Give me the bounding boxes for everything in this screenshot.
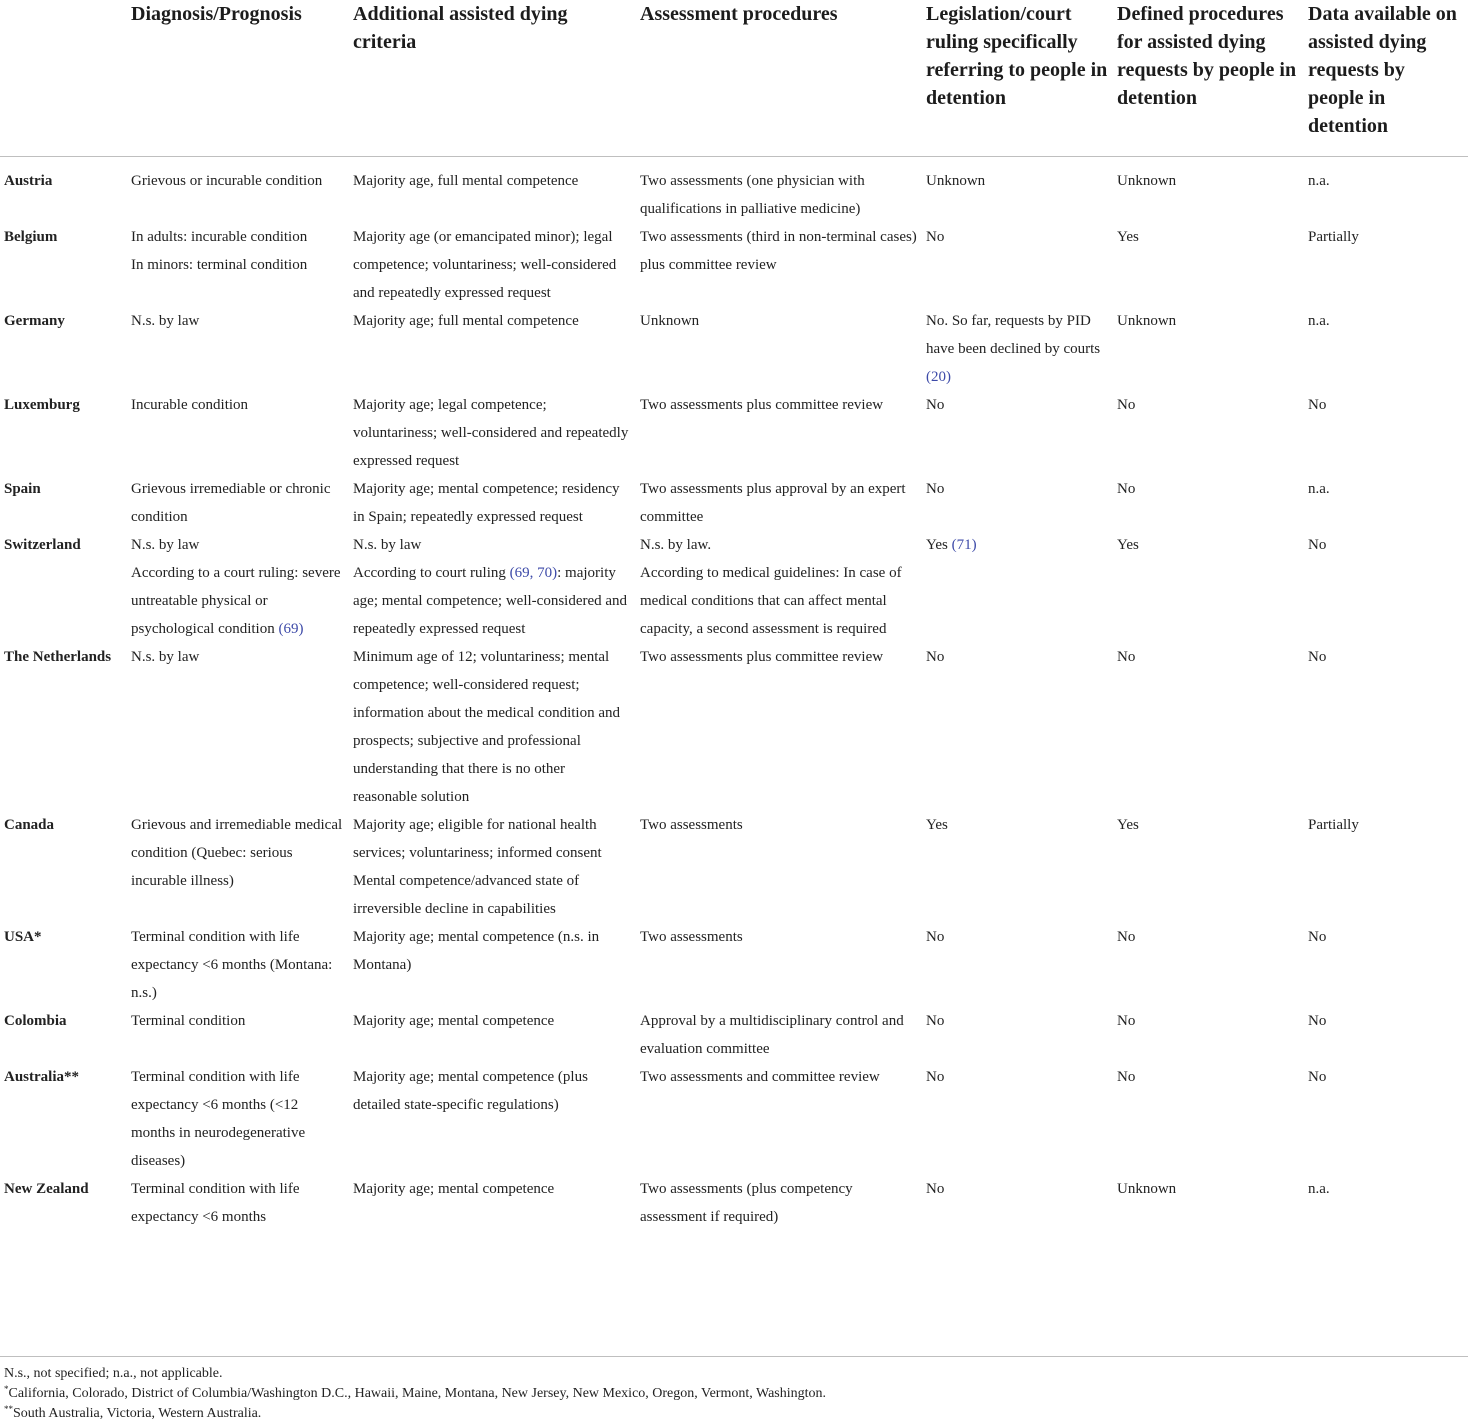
table-row [0, 475, 1468, 531]
legislation-cell [922, 1063, 1113, 1175]
diagnosis-cell-line: Terminal condition with life expectancy <6 months [131, 1181, 300, 1225]
table-row [0, 223, 1468, 307]
legislation-cell [922, 1175, 1113, 1239]
reference-link: (71) [951, 537, 977, 553]
procedures-cell: No [1117, 1013, 1136, 1029]
diagnosis-cell-line: Grievous and irremediable medical condition (Quebec: serious incurable illness) [131, 817, 343, 889]
criteria-cell-line: Minimum age of 12; voluntariness; mental competence; well-considered request; information about the medical condition and prospects; subjective and professional understanding that there is no other reasonable solution [353, 649, 621, 805]
legislation-cell [922, 1007, 1113, 1063]
criteria-line: N.s. by law [353, 537, 422, 553]
legislation-text: No [926, 929, 945, 945]
diagnosis-cell [127, 223, 349, 307]
table-row [0, 811, 1468, 923]
legislation-text: Unknown [926, 173, 986, 189]
country-cell: Canada [4, 817, 55, 833]
diagnosis-cell-line: Terminal condition with life expectancy <6 months (Montana: n.s.) [131, 929, 333, 1001]
assessment-cell [636, 475, 922, 531]
diagnosis-cell-line: In adults: incurable condition [131, 229, 308, 245]
data-available-cell: No [1308, 929, 1327, 945]
legislation-cell [922, 811, 1113, 923]
table-row [0, 531, 1468, 643]
footnote-abbreviations: N.s., not specified; n.a., not applicable. [4, 1366, 223, 1381]
assessment-cell [636, 157, 922, 224]
legislation-text: No [926, 229, 945, 245]
legislation-cell [922, 223, 1113, 307]
footer-divider [0, 1356, 1468, 1357]
data-available-cell: n.a. [1308, 173, 1330, 189]
legislation-text: Yes [926, 817, 948, 833]
criteria-cell [349, 475, 636, 531]
legislation-cell [922, 157, 1113, 224]
assessment-cell [636, 811, 922, 923]
data-available-cell: No [1308, 397, 1327, 413]
criteria-text: : majority age; mental competence; well-considered and repeatedly expressed request [353, 565, 628, 637]
table-row [0, 923, 1468, 1007]
footnote-marker: * [4, 1384, 9, 1394]
procedures-cell: Unknown [1117, 313, 1177, 329]
header-procedures: Defined procedures for assisted dying requests by people in detention [1117, 3, 1297, 109]
criteria-cell-line: Majority age; full mental competence [353, 313, 579, 329]
procedures-cell: No [1117, 649, 1136, 665]
assessment-cell-line: Unknown [640, 313, 700, 329]
criteria-cell-line: Majority age, full mental competence [353, 173, 579, 189]
criteria-cell-line: Majority age; eligible for national health services; voluntariness; informed consent [353, 817, 602, 861]
procedures-cell: Yes [1117, 537, 1139, 553]
assessment-cell-line: Two assessments plus committee review [640, 649, 884, 665]
data-available-cell: No [1308, 537, 1327, 553]
assessment-cell [636, 531, 922, 643]
legislation-text: No [926, 649, 945, 665]
footnote-marker: ** [4, 1404, 13, 1414]
criteria-cell-line: Mental competence/advanced state of irreversible decline in capabilities [353, 873, 580, 917]
diagnosis-cell-line: N.s. by law [131, 649, 200, 665]
criteria-cell [349, 531, 636, 643]
diagnosis-cell-line: N.s. by law [131, 313, 200, 329]
reference-link: (20) [926, 369, 951, 385]
legislation-text: No [926, 1069, 945, 1085]
diagnosis-cell-line: Terminal condition with life expectancy <6 months (<12 months in neurodegenerative diseases) [131, 1069, 306, 1169]
country-cell: New Zealand [4, 1181, 89, 1197]
table-row [0, 1007, 1468, 1063]
table-row [0, 1063, 1468, 1175]
diagnosis-line [131, 559, 345, 643]
procedures-cell: Unknown [1117, 173, 1177, 189]
legislation-text: No [926, 481, 945, 497]
footnote-australia [4, 1404, 826, 1424]
assessment-cell [636, 307, 922, 391]
footnote-text: South Australia, Victoria, Western Australia. [13, 1406, 262, 1421]
diagnosis-cell [127, 923, 349, 1007]
criteria-cell-line: Majority age; mental competence; residency in Spain; repeatedly expressed request [353, 481, 620, 525]
assessment-cell-line: Approval by a multidisciplinary control and evaluation committee [640, 1013, 904, 1057]
diagnosis-cell-line: Terminal condition [131, 1013, 246, 1029]
diagnosis-cell [127, 811, 349, 923]
assessment-cell [636, 223, 922, 307]
assessment-cell [636, 1007, 922, 1063]
criteria-cell [349, 811, 636, 923]
legislation-text: No. So far, requests by PID have been declined by courts [926, 313, 1101, 357]
criteria-cell [349, 157, 636, 224]
legislation-cell [922, 307, 1113, 391]
table-row [0, 157, 1468, 224]
criteria-cell [349, 307, 636, 391]
criteria-cell [349, 1175, 636, 1239]
data-available-cell: Partially [1308, 817, 1359, 833]
legislation-cell [922, 531, 1113, 643]
header-assessment: Assessment procedures [640, 3, 838, 25]
legislation-text: Yes [926, 537, 948, 553]
diagnosis-cell-line: Incurable condition [131, 397, 249, 413]
criteria-cell-line: Majority age; mental competence (n.s. in Montana) [353, 929, 600, 973]
data-available-cell: No [1308, 1013, 1327, 1029]
diagnosis-cell [127, 1007, 349, 1063]
diagnosis-cell-line: Grievous irremediable or chronic condition [131, 481, 331, 525]
table-row [0, 391, 1468, 475]
assessment-cell-line: Two assessments [640, 817, 743, 833]
legislation-cell [922, 923, 1113, 1007]
header-row [0, 0, 1468, 157]
data-available-cell: No [1308, 649, 1327, 665]
legislation-cell [922, 391, 1113, 475]
criteria-cell [349, 391, 636, 475]
table-row [0, 643, 1468, 811]
table-row [0, 1175, 1468, 1239]
criteria-cell-line: Majority age; mental competence [353, 1181, 555, 1197]
header-data-available: Data available on assisted dying requests by people in detention [1308, 3, 1457, 137]
diagnosis-cell [127, 307, 349, 391]
assessment-cell [636, 1063, 922, 1175]
header-diagnosis: Diagnosis/Prognosis [131, 3, 302, 25]
criteria-cell-line: Majority age (or emancipated minor); legal competence; voluntariness; well-considered and repeatedly expressed request [353, 229, 617, 301]
reference-link: (69) [278, 621, 304, 637]
criteria-cell [349, 223, 636, 307]
diagnosis-cell [127, 1175, 349, 1239]
diagnosis-line: N.s. by law [131, 537, 200, 553]
procedures-cell: No [1117, 1069, 1136, 1085]
data-available-cell: Partially [1308, 229, 1359, 245]
diagnosis-cell [127, 391, 349, 475]
assessment-cell-line: Two assessments (plus competency assessment if required) [640, 1181, 853, 1225]
criteria-cell [349, 643, 636, 811]
country-cell: Luxemburg [4, 397, 80, 413]
header-country [0, 0, 127, 157]
assessment-cell-line: Two assessments (one physician with qualifications in palliative medicine) [640, 173, 865, 217]
diagnosis-cell [127, 643, 349, 811]
diagnosis-cell-line: In minors: terminal condition [131, 257, 308, 273]
procedures-cell: Unknown [1117, 1181, 1177, 1197]
criteria-cell [349, 1007, 636, 1063]
criteria-cell-line: Majority age; mental competence (plus detailed state-specific regulations) [353, 1069, 588, 1113]
assessment-cell [636, 643, 922, 811]
diagnosis-text: According to a court ruling: severe untreatable physical or psychological condition [131, 565, 341, 637]
procedures-cell: No [1117, 929, 1136, 945]
data-available-cell: n.a. [1308, 481, 1330, 497]
assessment-cell [636, 391, 922, 475]
assessment-cell-line: Two assessments plus committee review [640, 397, 884, 413]
data-available-cell: No [1308, 1069, 1327, 1085]
country-cell: USA* [4, 929, 42, 945]
assessment-cell-line: N.s. by law. [640, 537, 712, 553]
criteria-line [353, 559, 632, 643]
legislation-text: No [926, 1013, 945, 1029]
assessment-cell-line: Two assessments (third in non-terminal cases) plus committee review [640, 229, 917, 273]
country-cell: Switzerland [4, 537, 81, 553]
table-footnotes [4, 1364, 826, 1424]
reference-link: (69, 70) [509, 565, 558, 581]
criteria-cell-line: Majority age; legal competence; voluntariness; well-considered and repeatedly expressed request [353, 397, 629, 469]
criteria-cell-line: Majority age; mental competence [353, 1013, 555, 1029]
assessment-cell-line: Two assessments and committee review [640, 1069, 880, 1085]
country-cell: The Netherlands [4, 649, 112, 665]
diagnosis-cell [127, 475, 349, 531]
diagnosis-cell [127, 1063, 349, 1175]
country-cell: Germany [4, 313, 65, 329]
data-available-cell: n.a. [1308, 1181, 1330, 1197]
country-cell: Spain [4, 481, 41, 497]
footnote-text: California, Colorado, District of Columbia/Washington D.C., Hawaii, Maine, Montana, New Jersey, New Mexico, Oregon, Vermont, Washington. [8, 1386, 827, 1401]
criteria-text: According to court ruling [353, 565, 506, 581]
data-available-cell: n.a. [1308, 313, 1330, 329]
diagnosis-cell [127, 157, 349, 224]
procedures-cell: Yes [1117, 229, 1139, 245]
legislation-text: No [926, 397, 945, 413]
table-row [0, 307, 1468, 391]
country-cell: Austria [4, 173, 53, 189]
table-body [0, 157, 1468, 1240]
country-cell: Australia** [4, 1069, 79, 1085]
criteria-cell [349, 1063, 636, 1175]
header-criteria: Additional assisted dying criteria [353, 3, 568, 53]
country-cell: Colombia [4, 1013, 67, 1029]
legislation-cell [922, 643, 1113, 811]
assessment-cell-line: According to medical guidelines: In case of medical conditions that can affect mental capacity, a second assessment is required [640, 565, 902, 637]
assessment-cell-line: Two assessments [640, 929, 743, 945]
procedures-cell: No [1117, 481, 1136, 497]
procedures-cell: No [1117, 397, 1136, 413]
legislation-text: No [926, 1181, 945, 1197]
header-legislation: Legislation/court ruling specifically referring to people in detention [926, 3, 1108, 109]
procedures-cell: Yes [1117, 817, 1139, 833]
assessment-cell [636, 923, 922, 1007]
assessment-cell [636, 1175, 922, 1239]
assessment-cell-line: Two assessments plus approval by an expert committee [640, 481, 906, 525]
diagnosis-cell-line: Grievous or incurable condition [131, 173, 323, 189]
criteria-cell [349, 923, 636, 1007]
footnote-usa [4, 1384, 826, 1404]
diagnosis-cell [127, 531, 349, 643]
country-cell: Belgium [4, 229, 58, 245]
legislation-cell [922, 475, 1113, 531]
